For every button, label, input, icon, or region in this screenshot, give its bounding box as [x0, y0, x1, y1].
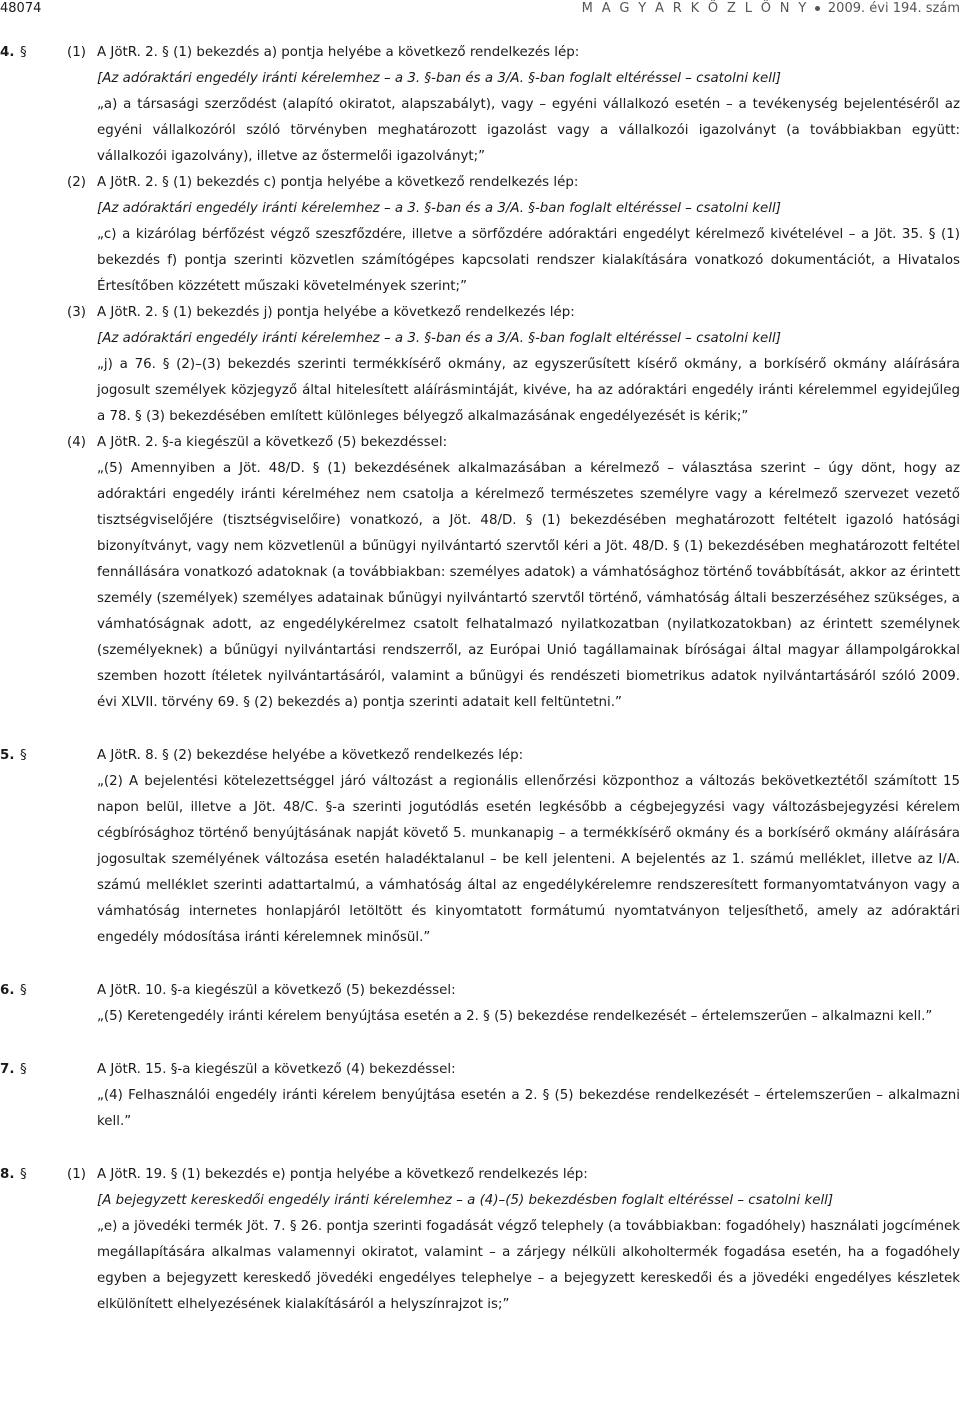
- section-8: [0, 1162, 960, 1318]
- section-spacer: [0, 1135, 960, 1162]
- paragraph: „e) a jövedéki termék Jöt. 7. § 26. pontja szerinti fogadását végző telephely (a továbbiakban: fogadóhely) használati jogcímének megállapítására alkalmas valamennyi okiratot, valamint – a zárjegy nélküli alkoholtermék fogadása esetén, ha a fogadóhely egyben a bejegyzett kereskedő jövedéki engedélyes telephelye – a bejegyzett kereskedői és a jövedéki engedélyes készletek elkülönített elhelyezésének kialakításáról a helyszínrajzot is;”: [97, 1219, 960, 1312]
- paragraph-context: [Az adóraktári engedély iránti kérelemhez – a 3. §-ban és a 3/A. §-ban foglalt eltéréssel – csatolni kell]: [97, 71, 781, 86]
- paragraph: „(5) Keretengedély iránti kérelem benyújtása esetén a 2. § (5) bekezdése rendelkezését – értelemszerűen – alkalmazni kell.”: [97, 1009, 933, 1024]
- paragraph-context: [A bejegyzett kereskedői engedély iránti kérelemhez – a (4)–(5) bekezdésben foglalt eltéréssel – csatolni kell]: [97, 1193, 834, 1208]
- paragraph: „a) a társasági szerződést (alapító okiratot, alapszabályt), vagy – egyéni vállalkozó esetén – a tevékenység bejelentéséről az egyéni vállalkozóról szóló törvényben meghatározott igazolást vagy a vállalkozói igazolványt (a továbbiakban együtt: vállalkozói igazolvány), illetve az őstermelői igazolványt;”: [97, 97, 960, 164]
- section-number: 7.: [0, 1062, 15, 1077]
- paragraph: A JötR. 2. § (1) bekezdés a) pontja helyébe a következő rendelkezés lép:: [97, 45, 580, 60]
- paragraph-context: [Az adóraktári engedély iránti kérelemhez – a 3. §-ban és a 3/A. §-ban foglalt eltéréssel – csatolni kell]: [97, 331, 781, 346]
- subsection-label: (4): [67, 435, 86, 450]
- document-body: [0, 40, 960, 1318]
- subsection-label: (2): [67, 175, 86, 190]
- issue-label: 2009. évi 194. szám: [827, 1, 960, 16]
- subsection: [97, 1057, 960, 1135]
- bullet-icon: [815, 6, 820, 11]
- paragraph: „(2) A bejelentési kötelezettséggel járó változást a regionális ellenőrzési központhoz a változás bekövetkeztétől számított 15 napon belül, illetve a Jöt. 48/C. §-a szerinti jogutódlás esetén legkésőbb a cégbejegyzési vagy változásbejegyzési kérelem cégbírósághoz történő benyújtásának napját követő 5. munkanapig – a termékkísérő okmány és a borkísérő okmány aláírására jogosultak személyének változása esetén haladéktalanul – be kell jelenteni. A bejelentés az 1. számú melléklet, illetve az I/A. számú melléklet szerinti adattartalmú, a vámhatóság által az engedélykérelemre rendszeresített formanyomtatványon vagy a vámhatóság internetes honlapjáról letöltött és kinyomtatott formátumú nyomtatványon teljesíthető, amely az adóraktári engedély módosítása iránti kérelemnek minősül.”: [97, 774, 960, 945]
- section-number: 8.: [0, 1167, 15, 1182]
- section-5: [0, 743, 960, 951]
- subsection-1: [67, 1162, 960, 1318]
- subsection: [97, 978, 960, 1030]
- paragraph: „(4) Felhasználói engedély iránti kérelem benyújtása esetén a 2. § (5) bekezdése rendelkezését – értelemszerűen – alkalmazni kell.”: [97, 1088, 960, 1129]
- section-sign: §: [20, 748, 27, 763]
- section-number: 4.: [0, 45, 15, 60]
- subsection-3: [67, 300, 960, 430]
- section-sign: §: [20, 1167, 27, 1182]
- paragraph: A JötR. 10. §-a kiegészül a következő (5) bekezdéssel:: [97, 983, 456, 998]
- paragraph-context: [Az adóraktári engedély iránti kérelemhez – a 3. §-ban és a 3/A. §-ban foglalt eltéréssel – csatolni kell]: [97, 201, 781, 216]
- section-4: [0, 40, 960, 716]
- section-6: [0, 978, 960, 1030]
- section-sign: §: [20, 1062, 27, 1077]
- paragraph: A JötR. 2. § (1) bekezdés c) pontja helyébe a következő rendelkezés lép:: [97, 175, 579, 190]
- paragraph: „(5) Amennyiben a Jöt. 48/D. § (1) bekezdésének alkalmazásában a kérelmező – választása szerint – úgy dönt, hogy az adóraktári engedély iránti kérelméhez nem csatolja a kérelmező természetes személyre vagy a kérelmező szervezet vezető tisztségviselőjére (tisztségviselőire) vonatkozó, a Jöt. 48/D. § (1) bekezdésében meghatározott feltételt igazoló hatósági bizonyítványt, vagy nem közvetlenül a bűnügyi nyilvántartó szervtől kéri a Jöt. 48/D. § (1) bekezdésében meghatározott feltétel fennállására vonatkozó adatoknak (a továbbiakban: személyes adatok) a vámhatósághoz történő továbbítását, akkor az érintett személy (személyek) személyes adatainak bűnügyi nyilvántartó szervtől történő, vámhatóság általi beszerzéséhez szükséges, a vámhatóságnak adott, az engedélykérelmez csatolt felhatalmazó nyilatkozatban (nyilatkozatokban) az érintett személynek (személyeknek) a bűnügyi nyilvántartási rendszerről, az Európai Unió tagállamainak bíróságai által magyar állampolgárokkal szemben hozott ítéletek nyilvántartásáról, valamint a bűnügyi és rendészeti biometrikus adatok nyilvántartásáról szóló 2009. évi XLVII. törvény 69. § (2) bekezdés a) pontja szerinti adatait kell feltüntetni.”: [97, 461, 960, 710]
- subsection-2: [67, 170, 960, 300]
- subsection-4: [67, 430, 960, 716]
- paragraph: A JötR. 15. §-a kiegészül a következő (4) bekezdéssel:: [97, 1062, 456, 1077]
- paragraph: A JötR. 2. §-a kiegészül a következő (5) bekezdéssel:: [97, 435, 448, 450]
- paragraph: A JötR. 2. § (1) bekezdés j) pontja helyébe a következő rendelkezés lép:: [97, 305, 575, 320]
- section-spacer: [0, 1030, 960, 1057]
- paragraph: „c) a kizárólag bérfőzést végző szeszfőzdére, illetve a sörfőzdére adóraktári engedélyt kérelmező kivételével – a Jöt. 35. § (1) bekezdés f) pontja szerinti közvetlen számítógépes kapcsolati rendszer kialakítására vonatkozó dokumentációt, a Hivatalos Értesítőben közzétett műszaki követelmények szerint;”: [97, 227, 960, 294]
- paragraph: A JötR. 8. § (2) bekezdése helyébe a következő rendelkezés lép:: [97, 748, 524, 763]
- subsection-label: (1): [67, 1167, 86, 1182]
- subsection: [97, 743, 960, 951]
- subsection-label: (1): [67, 45, 86, 60]
- paragraph: „j) a 76. § (2)–(3) bekezdés szerinti termékkísérő okmány, az egyszerűsített kísérő okmány, a borkísérő okmány aláírására jogosult személyek közjegyző által hitelesített aláírásmintáját, kivéve, ha az adóraktári engedély iránti kérelemmel egyidejűleg a 78. § (3) bekezdésében említett különleges bélyegző alkalmazásának engedélyezését is kérik;”: [97, 357, 960, 424]
- section-sign: §: [20, 45, 27, 60]
- paragraph: A JötR. 19. § (1) bekezdés e) pontja helyébe a következő rendelkezés lép:: [97, 1167, 588, 1182]
- page-number: 48074: [0, 1, 42, 16]
- journal-title: M A G Y A R K Ö Z L Ö N Y: [581, 1, 809, 16]
- subsection-label: (3): [67, 305, 86, 320]
- section-7: [0, 1057, 960, 1135]
- section-number: 6.: [0, 983, 15, 998]
- section-spacer: [0, 716, 960, 743]
- running-head: [582, 0, 960, 18]
- section-number: 5.: [0, 748, 15, 763]
- section-spacer: [0, 951, 960, 978]
- subsection-1: [67, 40, 960, 170]
- section-sign: §: [20, 983, 27, 998]
- page-header: [0, 0, 960, 22]
